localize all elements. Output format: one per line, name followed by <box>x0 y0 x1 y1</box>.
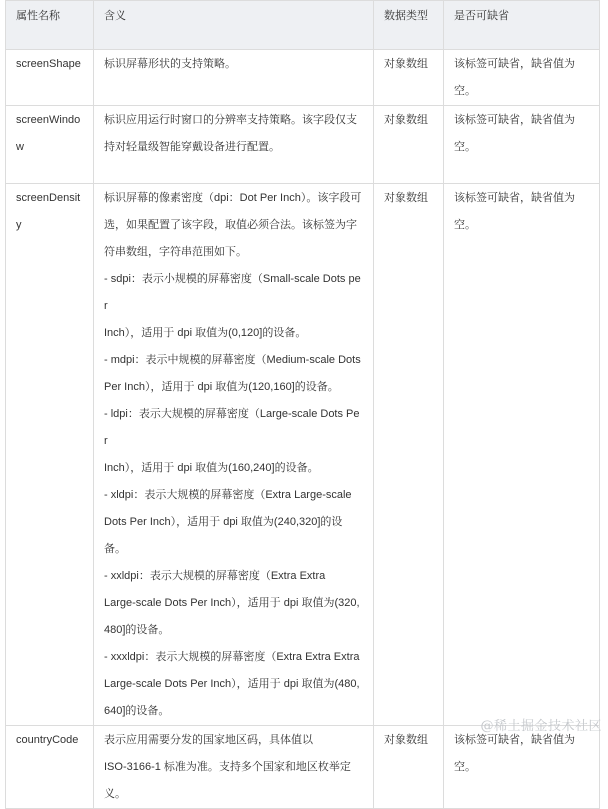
meaning-line: Per Inch），适用于 dpi 取值为(120,160]的设备。 <box>104 381 339 393</box>
cell-data-type: 对象数组 <box>374 184 444 726</box>
cell-attribute-name: screenWindow <box>6 106 94 184</box>
cell-optional: 该标签可缺省，缺省值为空。 <box>444 726 600 809</box>
cell-meaning <box>94 184 374 726</box>
meaning-line: Dots Per Inch），适用于 dpi 取值为(240,320]的设备。 <box>104 516 343 555</box>
cell-optional: 该标签可缺省，缺省值为空。 <box>444 50 600 106</box>
header-meaning: 含义 <box>94 1 374 50</box>
meaning-line: Large-scale Dots Per Inch），适用于 dpi 取值为(320, <box>104 597 360 609</box>
attribute-table <box>5 0 600 809</box>
cell-meaning <box>94 106 374 184</box>
table-row <box>6 726 600 809</box>
cell-data-type: 对象数组 <box>374 50 444 106</box>
cell-meaning <box>94 50 374 106</box>
meaning-line: - xxldpi：表示大规模的屏幕密度（Extra Extra <box>104 570 326 582</box>
meaning-line: - mdpi：表示中规模的屏幕密度（Medium-scale Dots <box>104 354 361 366</box>
table-row <box>6 106 600 184</box>
cell-data-type: 对象数组 <box>374 106 444 184</box>
meaning-line: Inch），适用于 dpi 取值为(160,240]的设备。 <box>104 462 319 474</box>
meaning-line: 选，如果配置了该字段，取值必须合法。该标签为字 <box>104 219 357 231</box>
meaning-line: 480]的设备。 <box>104 624 170 636</box>
meaning-line: 持对轻量级智能穿戴设备进行配置。 <box>104 141 280 153</box>
cell-attribute-name: screenDensity <box>6 184 94 726</box>
cell-optional: 该标签可缺省，缺省值为空。 <box>444 106 600 184</box>
meaning-line: Inch），适用于 dpi 取值为(0,120]的设备。 <box>104 327 307 339</box>
meaning-line: 标识屏幕形状的支持策略。 <box>104 58 236 70</box>
table-row <box>6 50 600 106</box>
meaning-line: ISO-3166-1 标准为准。支持多个国家和地区枚举定义。 <box>104 761 351 800</box>
meaning-line: 符串数组，字符串范围如下。 <box>104 246 247 258</box>
meaning-line: - ldpi：表示大规模的屏幕密度（Large-scale Dots Per <box>104 408 360 447</box>
table-header-row <box>6 1 600 50</box>
header-data-type: 数据类型 <box>374 1 444 50</box>
header-attribute-name: 属性名称 <box>6 1 94 50</box>
cell-optional: 该标签可缺省，缺省值为空。 <box>444 184 600 726</box>
meaning-line: - xxxldpi：表示大规模的屏幕密度（Extra Extra Extra <box>104 651 360 663</box>
meaning-line: Large-scale Dots Per Inch），适用于 dpi 取值为(480, <box>104 678 360 690</box>
meaning-line: - sdpi：表示小规模的屏幕密度（Small-scale Dots per <box>104 273 361 312</box>
cell-attribute-name: screenShape <box>6 50 94 106</box>
meaning-line: - xldpi：表示大规模的屏幕密度（Extra Large-scale <box>104 489 352 501</box>
meaning-line: 表示应用需要分发的国家地区码，具体值以 <box>104 734 313 746</box>
meaning-line: 标识应用运行时窗口的分辨率支持策略。该字段仅支 <box>104 114 357 126</box>
meaning-line: 标识屏幕的像素密度（dpi：Dot Per Inch）。该字段可 <box>104 192 362 204</box>
header-optional: 是否可缺省 <box>444 1 600 50</box>
cell-meaning <box>94 726 374 809</box>
cell-attribute-name: countryCode <box>6 726 94 809</box>
cell-data-type: 对象数组 <box>374 726 444 809</box>
table-row <box>6 184 600 726</box>
watermark: @稀土掘金技术社区 <box>480 719 602 734</box>
meaning-line: 640]的设备。 <box>104 705 170 717</box>
